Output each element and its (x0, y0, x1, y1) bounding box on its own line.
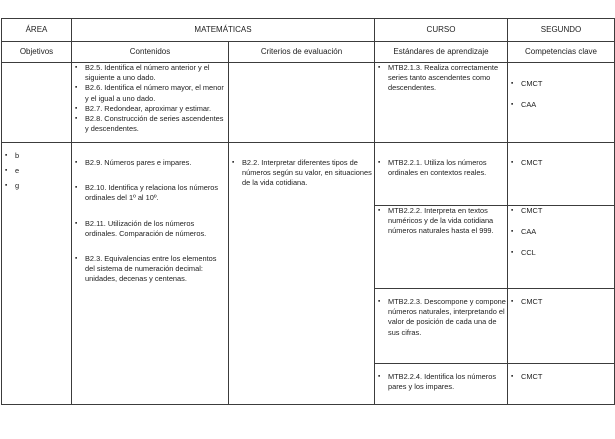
list-item: ▪ CAA (508, 227, 614, 237)
list-item: ▪ B2.6. Identifica el número mayor, el menor y el igual a uno dado. (72, 83, 228, 103)
criterios-cell (229, 143, 375, 405)
list-item: ▪ MTB2.1.3. Realiza correctamente series tanto ascendentes como descendentes. (375, 63, 507, 94)
objetivos-cell (2, 143, 72, 405)
estandar-list (375, 297, 507, 338)
estandar-cell (375, 364, 508, 405)
list-item: ▪ MTB2.2.2. Interpreta en textos numéricos y de la vida cotidiana números naturales hasta el 999. (375, 206, 507, 237)
estandares-header: Estándares de aprendizaje (375, 42, 508, 63)
list-item: ▪ B2.8. Construcción de series ascendentes y descendentes. (72, 114, 228, 134)
list-item: ▪ e (2, 166, 71, 176)
subheader-row (2, 42, 615, 63)
competencias-list (508, 158, 614, 168)
estandar-list (375, 63, 507, 94)
list-item: ▪ CMCT (508, 297, 614, 307)
competencias-list (508, 206, 614, 259)
contenidos-cell (72, 63, 229, 143)
estandar-cell (375, 63, 508, 143)
competencias-list (508, 79, 614, 110)
contenidos-header: Contenidos (72, 42, 229, 63)
list-item: ▪ CMCT (508, 79, 614, 89)
contenidos-cell (72, 143, 229, 405)
list-item: ▪ MTB2.2.3. Descompone y compone números naturales, interpretando el valor de posición de cada una de sus cifras. (375, 297, 507, 338)
list-item: ▪ MTB2.2.1. Utiliza los números ordinales en contextos reales. (375, 158, 507, 178)
curriculum-table (1, 18, 615, 405)
competencias-header: Competencias clave (508, 42, 615, 63)
competencias-cell (508, 206, 615, 289)
competencias-list (508, 372, 614, 382)
competencias-cell (508, 289, 615, 364)
estandar-cell (375, 206, 508, 289)
estandar-list (375, 158, 507, 178)
list-item: ▪ B2.2. Interpretar diferentes tipos de números según su valor, en situaciones de la vida cotidiana. (229, 158, 374, 189)
competencias-cell (508, 143, 615, 206)
criterios-cell (229, 63, 375, 143)
contenidos-list (72, 158, 228, 285)
area-header: ÁREA (2, 19, 72, 42)
list-item: ▪ MTB2.2.4. Identifica los números pares y los impares. (375, 372, 507, 392)
list-item: ▪ B2.11. Utilización de los números ordinales. Comparación de números. (72, 219, 228, 239)
course-value-header: SEGUNDO (508, 19, 615, 42)
competencias-cell (508, 63, 615, 143)
objetivos-header: Objetivos (2, 42, 72, 63)
competencias-cell (508, 364, 615, 405)
table-row (2, 143, 615, 206)
subject-header: MATEMÁTICAS (72, 19, 375, 42)
course-label-header: CURSO (375, 19, 508, 42)
estandar-cell (375, 143, 508, 206)
estandar-cell (375, 289, 508, 364)
competencias-list (508, 297, 614, 307)
estandar-list (375, 372, 507, 392)
objetivos-cell (2, 63, 72, 143)
list-item: ▪ CMCT (508, 158, 614, 168)
list-item: ▪ CAA (508, 100, 614, 110)
list-item: ▪ B2.10. Identifica y relaciona los números ordinales del 1º al 10º. (72, 183, 228, 203)
objetivos-list (2, 151, 71, 192)
list-item: ▪ B2.3. Equivalencias entre los elementos del sistema de numeración decimal: unidades, decenas y centenas. (72, 254, 228, 285)
header-row (2, 19, 615, 42)
list-item: ▪ B2.5. Identifica el número anterior y el siguiente a uno dado. (72, 63, 228, 83)
contenidos-list (72, 63, 228, 134)
list-item: ▪ B2.7. Redondear, aproximar y estimar. (72, 104, 228, 114)
table-row (2, 63, 615, 143)
criterios-header: Criterios de evaluación (229, 42, 375, 63)
estandar-list (375, 206, 507, 237)
list-item: ▪ g (2, 181, 71, 191)
list-item: ▪ CMCT (508, 372, 614, 382)
list-item: ▪ CMCT (508, 206, 614, 216)
list-item: ▪ b (2, 151, 71, 161)
list-item: ▪ CCL (508, 248, 614, 258)
list-item: ▪ B2.9. Números pares e impares. (72, 158, 228, 168)
criterios-list (229, 158, 374, 189)
